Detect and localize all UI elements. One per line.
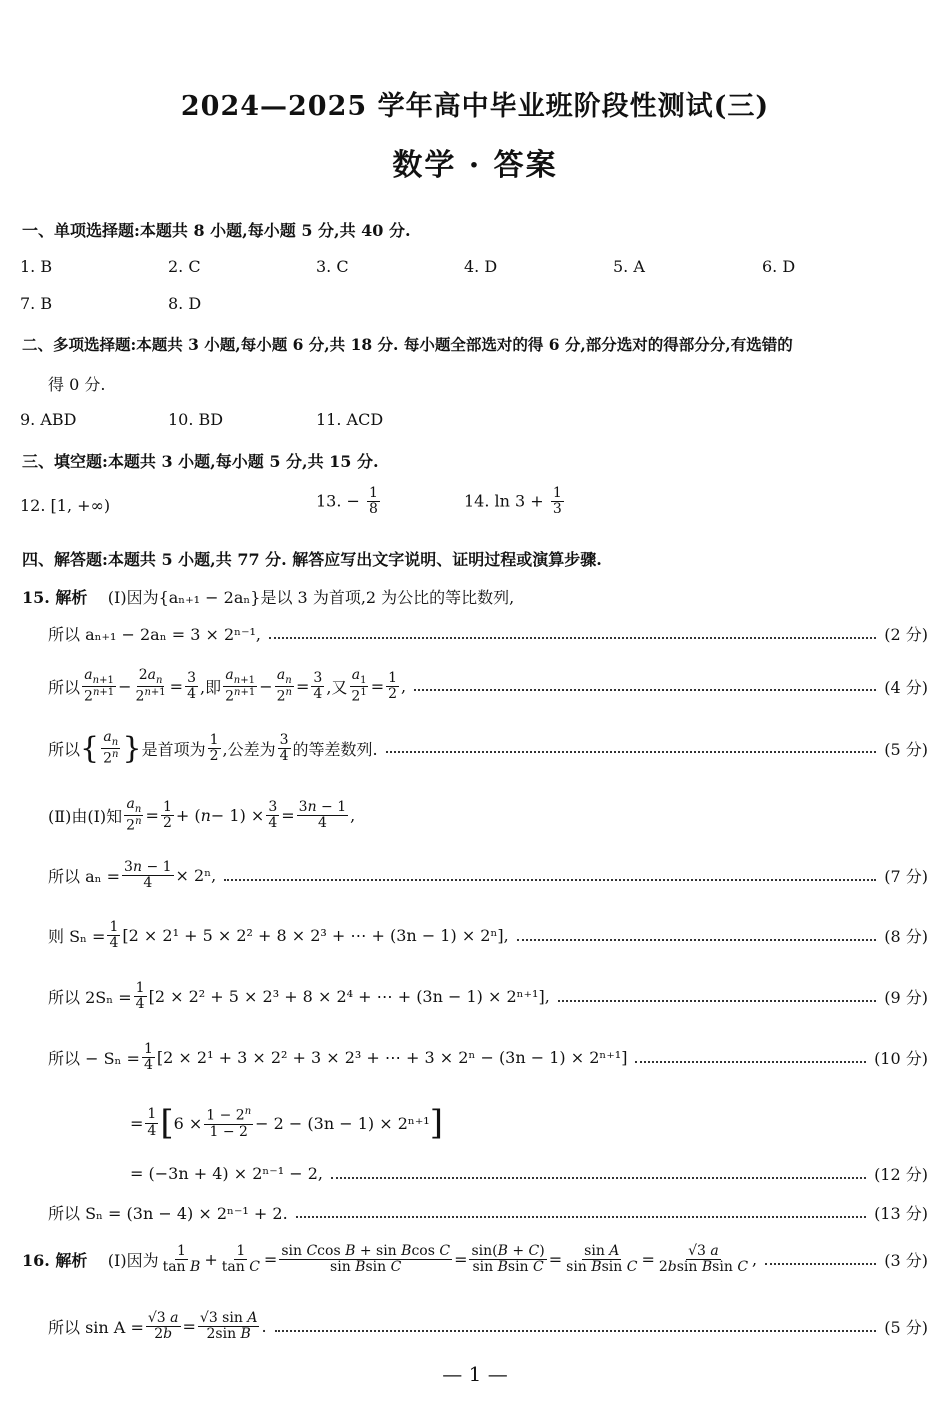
q15-step-8: = $\frac{1}{4}$ [ 6 × $\frac{1 - 2^n}{1 - 2}$ − 2 − (3n − 1) × 2ⁿ⁺¹ ]: [130, 1103, 443, 1143]
answer-3: 3. C: [316, 257, 349, 276]
q16-step-2: 所以 sin A = $\frac{√3 a}{2b}$ = $\frac{\text{√3 sin A}}{\text{2sin B}}$ . (5 分): [48, 1310, 928, 1343]
q15-step-9: = (−3n + 4) × 2ⁿ⁻¹ − 2, (12 分): [130, 1164, 928, 1184]
section-heading-4: 四、解答题:本题共 5 小题,共 77 分. 解答应写出文字说明、证明过程或演算步骤.: [22, 550, 602, 569]
q15-step-6: 所以 2Sₙ = $\frac{1}{4}$ [2 × 2² + 5 × 2³ + 8 × 2⁴ + ⋯ + (3n − 1) × 2ⁿ⁺¹], (9 分): [48, 980, 928, 1013]
q15-part2: (Ⅱ)由(Ⅰ)知 $\frac{a_n}{2^n}$ = $\frac{1}{2}$ + ( n − 1) × $\frac{3}{4}$ = $\frac{3n - 1}{4}$ ,: [48, 796, 356, 834]
q15-label: 15. 解析 (Ⅰ)因为{aₙ₊₁ − 2aₙ}是以 3 为首项,2 为公比的等比数列,: [22, 588, 515, 607]
answer-7: 7. B: [20, 294, 53, 313]
q16-step-1: 16. 解析 (Ⅰ)因为 $\frac{1}{\text{tan B}}$ + $\frac{1}{\text{tan C}}$ = $\frac{\text{sin Ccos B + sin Bcos C}}{\text{sin Bsin C}}$ = $\frac{\sin(B + C)}{\text{sin Bsin C}}$ = $\frac{\text{sin A}}{\text{sin Bsin C}}$ = $\frac{√3 a}{\text{2bsin Bsin C}}$ , (3 分): [22, 1243, 928, 1276]
answer-9: 9. ABD: [20, 410, 77, 429]
answer-13: 13. − $\frac{1}{8}$: [316, 485, 378, 518]
answer-6: 6. D: [762, 257, 796, 276]
q15-step-1: 所以 aₙ₊₁ − 2aₙ = 3 × 2ⁿ⁻¹, (2 分): [48, 625, 928, 644]
q15-step-5: 则 Sₙ = $\frac{1}{4}$ [2 × 2¹ + 5 × 2² + 8 × 2³ + ⋯ + (3n − 1) × 2ⁿ], (8 分): [48, 919, 928, 952]
answer-10: 10. BD: [168, 410, 224, 429]
answer-4: 4. D: [464, 257, 498, 276]
section-heading-1: 一、单项选择题:本题共 8 小题,每小题 5 分,共 40 分.: [22, 221, 411, 240]
section-heading-2: 二、多项选择题:本题共 3 小题,每小题 6 分,共 18 分. 每小题全部选对的得 6 分,部分选对的得部分分,有选错的: [22, 335, 793, 354]
q15-step-4: 所以 aₙ = $\frac{3n - 1}{4}$ × 2ⁿ, (7 分): [48, 859, 928, 892]
section-heading-2-cont: 得 0 分.: [48, 375, 106, 394]
q15-step-2: 所以 $\frac{a_{n+1}}{2^{n+1}}$ − $\frac{2a_n}{2^{n+1}}$ = $\frac{3}{4}$ ,即 $\frac{a_{n+1}}{2^{n+1}}$ − $\frac{a_n}{2^n}$ = $\frac{3}{4}$ ,又 $\frac{a_1}{2^1}$ = $\frac{1}{2}$ , (4 分): [48, 667, 928, 705]
q15-step-3: 所以 { $\frac{a_n}{2^n}$ } 是首项为 $\frac{1}{2}$ ,公差为 $\frac{3}{4}$ 的等差数列. (5 分): [48, 729, 928, 767]
section-heading-3: 三、填空题:本题共 3 小题,每小题 5 分,共 15 分.: [22, 452, 379, 471]
answer-11: 11. ACD: [316, 410, 384, 429]
answer-12: 12. [1, +∞): [20, 496, 111, 515]
q15-step-7: 所以 − Sₙ = $\frac{1}{4}$ [2 × 2¹ + 3 × 2² + 3 × 2³ + ⋯ + 3 × 2ⁿ − (3n − 1) × 2ⁿ⁺¹] (10 分): [48, 1041, 928, 1074]
answer-14: 14. ln 3 + $\frac{1}{3}$: [464, 485, 562, 518]
answer-1: 1. B: [20, 257, 53, 276]
answer-2: 2. C: [168, 257, 201, 276]
q15-step-10: 所以 Sₙ = (3n − 4) × 2ⁿ⁻¹ + 2. (13 分): [48, 1204, 928, 1223]
answer-5: 5. A: [613, 257, 645, 276]
page-subtitle: 数学 · 答案: [392, 148, 558, 183]
answer-8: 8. D: [168, 294, 202, 313]
page-title: 2024—2025 学年高中毕业班阶段性测试(三): [180, 91, 770, 122]
page-number: — 1 —: [442, 1362, 508, 1386]
